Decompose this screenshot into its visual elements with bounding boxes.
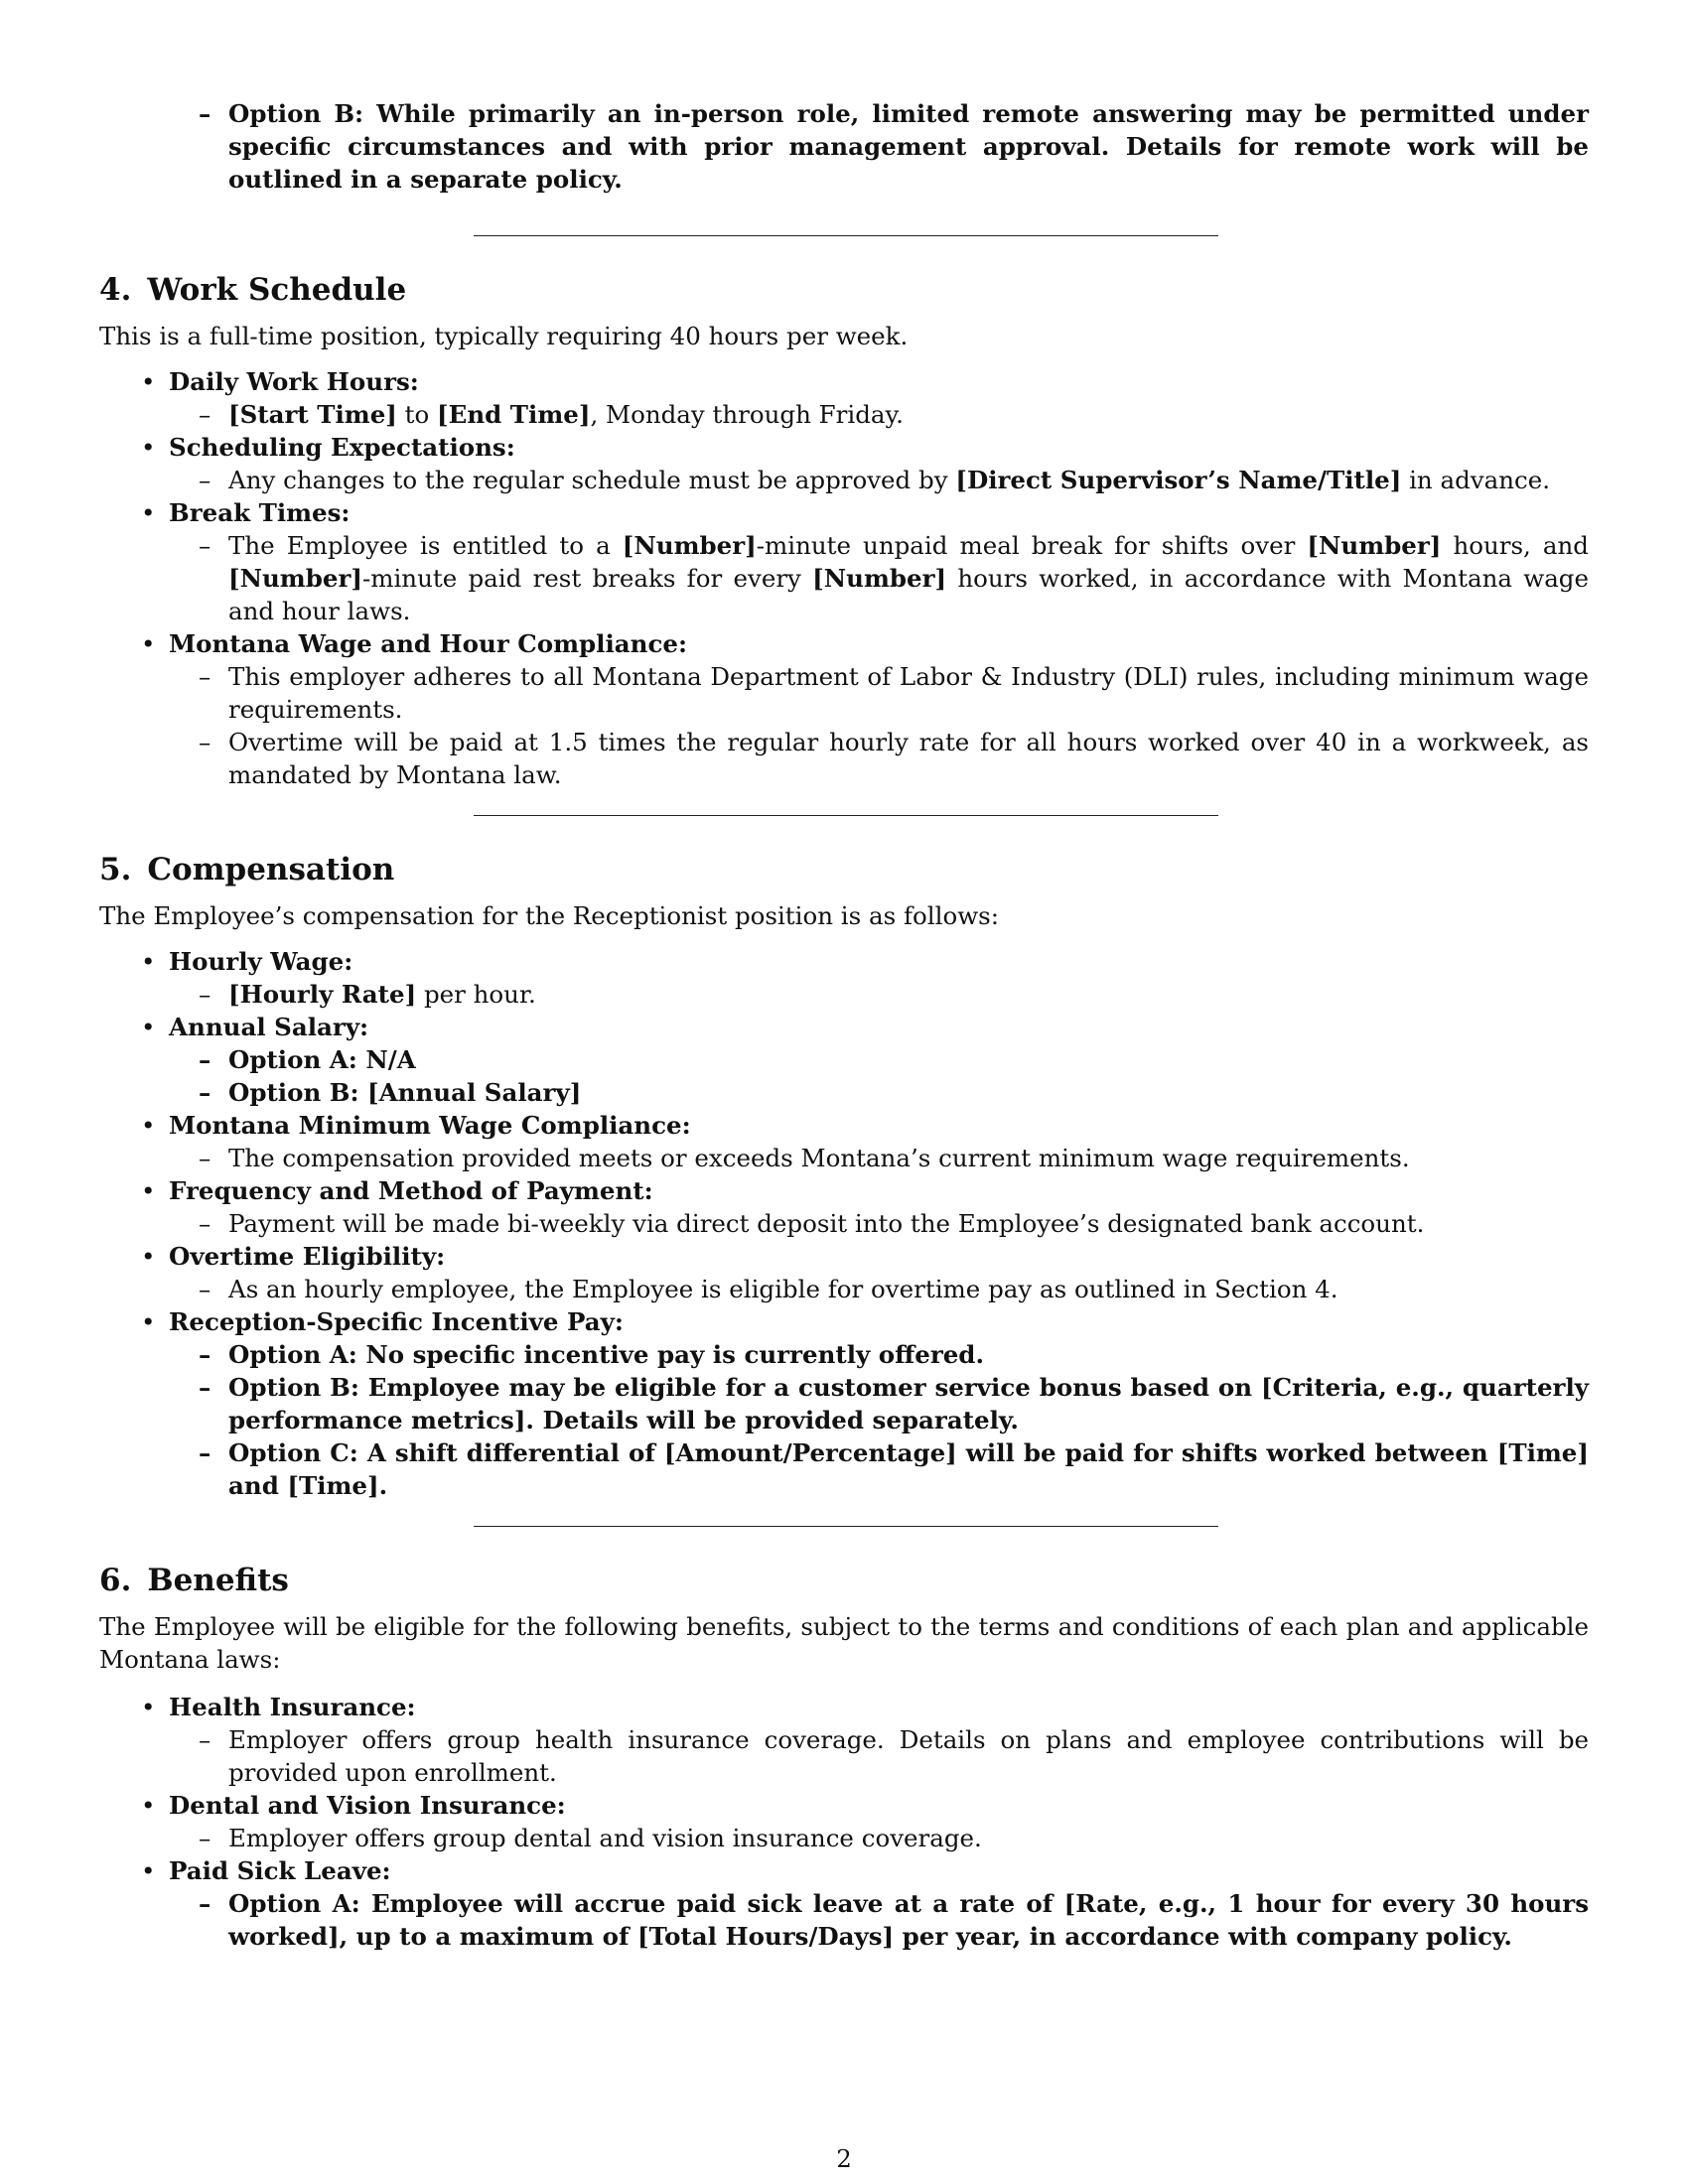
dental-vision-item xyxy=(169,1789,1589,1854)
min-wage-text: – The compensation provided meets or exceeds Montana’s current minimum wage requirements. xyxy=(228,1142,1589,1174)
annual-salary-item xyxy=(169,1011,1589,1109)
daily-hours-label: • Daily Work Hours: xyxy=(169,367,419,396)
hourly-wage-text: – [Hourly Rate] per hour. xyxy=(228,978,1589,1011)
dental-vision-text: – Employer offers group dental and vision insurance coverage. xyxy=(228,1822,1589,1854)
montana-compliance-text-1: – This employer adheres to all Montana Department of Labor & Industry (DLI) rules, including minimum wage requirements. xyxy=(228,660,1589,726)
montana-compliance-label: • Montana Wage and Hour Compliance: xyxy=(169,629,687,658)
payment-frequency-label: • Frequency and Method of Payment: xyxy=(169,1176,653,1205)
annual-salary-option-a: – Option A: N/A xyxy=(228,1043,1589,1076)
hourly-wage-label: • Hourly Wage: xyxy=(169,947,352,976)
section-5-heading xyxy=(99,850,1589,889)
annual-salary-label: • Annual Salary: xyxy=(169,1013,368,1041)
dental-vision-label: • Dental and Vision Insurance: xyxy=(169,1791,566,1820)
break-times-item xyxy=(169,496,1589,627)
scheduling-text: – Any changes to the regular schedule must be approved by [Direct Supervisor’s Name/Title] in advance. xyxy=(228,464,1589,496)
health-insurance-text: – Employer offers group health insurance coverage. Details on plans and employee contributions will be provided upon enrollment. xyxy=(228,1723,1589,1789)
overtime-item xyxy=(169,1240,1589,1305)
break-times-label: • Break Times: xyxy=(169,498,350,527)
compensation-list xyxy=(99,945,1589,1502)
incentive-option-a: – Option A: No specific incentive pay is currently offered. xyxy=(228,1338,1589,1371)
section-5-number: 5. xyxy=(99,852,132,887)
document-page xyxy=(99,97,1589,1953)
section-4-title: Work Schedule xyxy=(147,272,407,308)
section-divider xyxy=(474,235,1218,236)
sick-leave-item xyxy=(169,1854,1589,1953)
section-6-intro: The Employee will be eligible for the following benefits, subject to the terms and conditions of each plan and applicable Montana laws: xyxy=(99,1612,1589,1674)
overtime-text: – As an hourly employee, the Employee is eligible for overtime pay as outlined in Section 4. xyxy=(228,1273,1589,1305)
section-divider xyxy=(474,1526,1218,1527)
section-5-title: Compensation xyxy=(147,852,395,887)
incentive-label: • Reception-Specific Incentive Pay: xyxy=(169,1307,624,1336)
montana-compliance-text-2: – Overtime will be paid at 1.5 times the regular hourly rate for all hours worked over 40 in a workweek, as mandated by Montana law. xyxy=(228,726,1589,791)
section-6-number: 6. xyxy=(99,1563,132,1598)
annual-salary-option-b: – Option B: [Annual Salary] xyxy=(228,1076,1589,1109)
daily-hours-text: – [Start Time] to [End Time], Monday through Friday. xyxy=(228,398,1589,431)
remote-option-b: – Option B: While primarily an in-person role, limited remote answering may be permitted under specific circumstances and with prior management approval. Details for remote work will be outlined in a separate policy. xyxy=(228,97,1589,196)
scheduling-label: • Scheduling Expectations: xyxy=(169,433,515,462)
payment-frequency-item xyxy=(169,1174,1589,1240)
break-times-text: – The Employee is entitled to a [Number]-minute unpaid meal break for shifts over [Number] hours, and [Number]-minute paid rest breaks for every [Number] hours worked, in accordance with Montana wage and hour laws. xyxy=(228,529,1589,627)
incentive-option-c: – Option C: A shift differential of [Amount/Percentage] will be paid for shifts worked between [Time] and [Time]. xyxy=(228,1436,1589,1502)
health-insurance-item xyxy=(169,1691,1589,1789)
section-6-title: Benefits xyxy=(147,1563,289,1598)
payment-frequency-text: – Payment will be made bi-weekly via direct deposit into the Employee’s designated bank account. xyxy=(228,1207,1589,1240)
benefits-list xyxy=(99,1691,1589,1953)
health-insurance-label: • Health Insurance: xyxy=(169,1693,416,1721)
min-wage-label: • Montana Minimum Wage Compliance: xyxy=(169,1111,691,1140)
section-6-heading xyxy=(99,1561,1589,1600)
incentive-item xyxy=(169,1305,1589,1502)
section-divider xyxy=(474,815,1218,816)
section-4-number: 4. xyxy=(99,272,132,308)
incentive-option-b: – Option B: Employee may be eligible for a customer service bonus based on [Criteria, e.g., quarterly performance metrics]. Details will be provided separately. xyxy=(228,1371,1589,1436)
section-4-heading xyxy=(99,270,1589,310)
page-number: 2 xyxy=(836,2144,852,2173)
remote-options-list xyxy=(99,97,1589,196)
montana-compliance-item xyxy=(169,627,1589,791)
hourly-wage-item xyxy=(169,945,1589,1011)
section-5-intro: The Employee’s compensation for the Receptionist position is as follows: xyxy=(99,901,999,930)
section-4-intro: This is a full-time position, typically requiring 40 hours per week. xyxy=(99,322,909,350)
sick-leave-option-a: – Option A: Employee will accrue paid sick leave at a rate of [Rate, e.g., 1 hour for every 30 hours worked], up to a maximum of [Total Hours/Days] per year, in accordance with company policy. xyxy=(228,1887,1589,1953)
daily-hours-item xyxy=(169,365,1589,431)
work-schedule-list xyxy=(99,365,1589,791)
overtime-label: • Overtime Eligibility: xyxy=(169,1242,445,1271)
scheduling-item xyxy=(169,431,1589,496)
sick-leave-label: • Paid Sick Leave: xyxy=(169,1856,391,1885)
min-wage-item xyxy=(169,1109,1589,1174)
